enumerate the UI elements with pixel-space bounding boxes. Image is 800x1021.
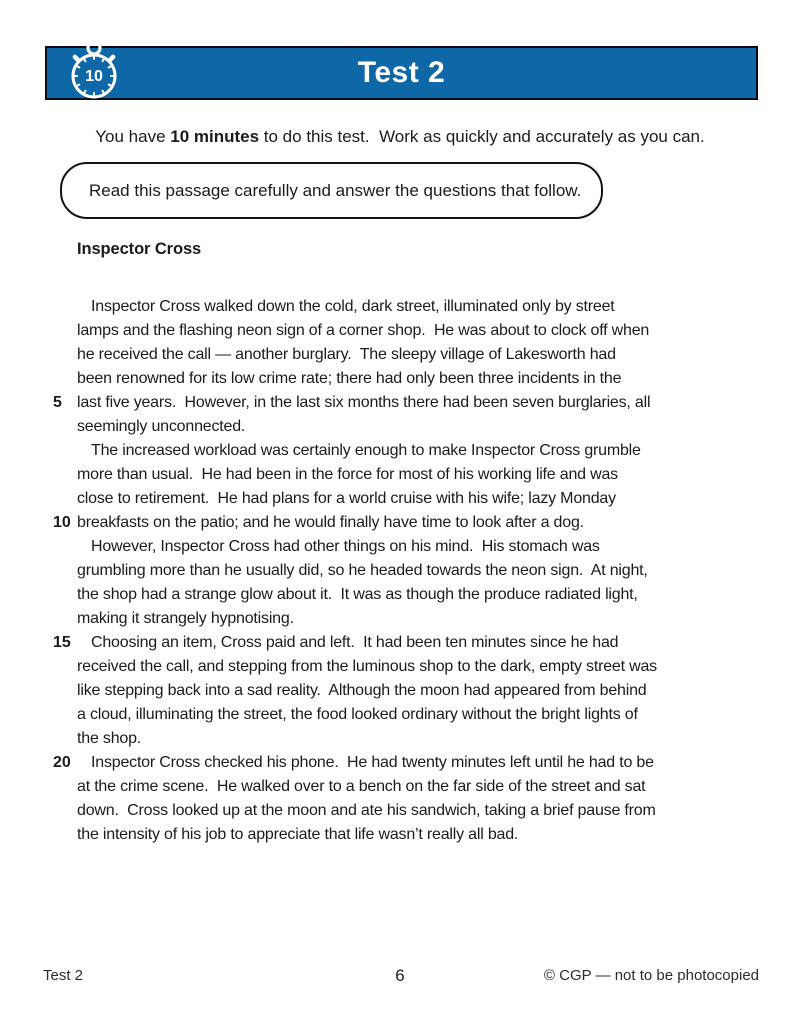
passage-line: [53, 703, 769, 727]
passage-line-text: at the crime scene. He walked over to a bench on the far side of the street and sat: [77, 778, 646, 795]
passage-line: [53, 655, 769, 679]
test-instructions: [0, 127, 800, 147]
passage-line-text: seemingly unconnected.: [77, 418, 246, 435]
passage-line: [53, 367, 769, 391]
passage-line: [53, 559, 769, 583]
footer-copyright: © CGP — not to be photocopied: [543, 967, 759, 984]
passage-body: [53, 295, 769, 847]
passage-line-text: he received the call — another burglary. The sleepy village of Lakesworth had: [77, 346, 616, 363]
passage-line-text: close to retirement. He had plans for a world cruise with his wife; lazy Monday: [77, 490, 616, 507]
passage-line: [53, 487, 769, 511]
read-passage-box: [60, 162, 603, 219]
passage-line-text: like stepping back into a sad reality. Although the moon had appeared from behind: [77, 682, 647, 699]
passage-line-text: breakfasts on the patio; and he would finally have time to look after a dog.: [77, 514, 584, 531]
passage-line-text: the intensity of his job to appreciate that life wasn’t really all bad.: [77, 826, 519, 843]
passage-line-text: received the call, and stepping from the luminous shop to the dark, empty street was: [77, 658, 657, 675]
passage-line: [53, 511, 769, 535]
passage-line-text: The increased workload was certainly enough to make Inspector Cross grumble: [91, 442, 641, 459]
footer-page-number: 6: [395, 966, 405, 985]
passage-line-text: the shop.: [77, 730, 142, 747]
passage-line: [53, 775, 769, 799]
passage-line: [53, 751, 769, 775]
page-title: Test 2: [357, 56, 446, 89]
line-number: 20: [53, 754, 71, 771]
passage-line-text: down. Cross looked up at the moon and ate his sandwich, taking a brief pause from: [77, 802, 656, 819]
passage-title: Inspector Cross: [77, 240, 202, 258]
passage-line: [53, 439, 769, 463]
page-footer: [0, 966, 800, 988]
instructions-time-emphasis: 10 minutes: [170, 127, 260, 146]
passage-line-text: However, Inspector Cross had other things on his mind. His stomach was: [91, 538, 600, 555]
passage-line: [53, 823, 769, 847]
test-header-bar: [45, 46, 758, 100]
passage-line-text: more than usual. He had been in the force for most of his working life and was: [77, 466, 618, 483]
read-passage-text: Read this passage carefully and answer the questions that follow.: [89, 180, 582, 200]
passage-line: [53, 799, 769, 823]
passage-line-text: grumbling more than he usually did, so he headed towards the neon sign. At night,: [77, 562, 648, 579]
line-number: 15: [53, 634, 71, 651]
passage-line: [53, 607, 769, 631]
passage-line: [53, 631, 769, 655]
passage-line-text: a cloud, illuminating the street, the food looked ordinary without the bright lights of: [77, 706, 638, 723]
passage-line-text: lamps and the flashing neon sign of a corner shop. He was about to clock off when: [77, 322, 650, 339]
instructions-prefix: You have: [95, 127, 171, 146]
passage-line: [53, 415, 769, 439]
passage-line-text: Inspector Cross walked down the cold, dark street, illuminated only by street: [91, 298, 615, 315]
line-number: 5: [53, 394, 62, 411]
passage-line: [53, 295, 769, 319]
passage-line: [53, 343, 769, 367]
passage-line-text: Choosing an item, Cross paid and left. It had been ten minutes since he had: [91, 634, 619, 651]
passage-line: [53, 727, 769, 751]
timer-minutes: 10: [85, 68, 103, 85]
passage-line-text: making it strangely hypnotising.: [77, 610, 294, 627]
line-number: 10: [53, 514, 71, 531]
stopwatch-icon: [64, 39, 124, 101]
passage-line-text: the shop had a strange glow about it. It was as though the produce radiated light,: [77, 586, 638, 603]
passage-line-text: been renowned for its low crime rate; there had only been three incidents in the: [77, 370, 622, 387]
passage-line-text: Inspector Cross checked his phone. He had twenty minutes left until he had to be: [91, 754, 654, 771]
passage-line: [53, 535, 769, 559]
passage-line: [53, 583, 769, 607]
passage-line: [53, 391, 769, 415]
passage-line-text: last five years. However, in the last six months there had been seven burglaries, all: [77, 394, 651, 411]
passage-line: [53, 679, 769, 703]
passage-line: [53, 319, 769, 343]
instructions-suffix: to do this test. Work as quickly and accurately as you can.: [259, 127, 705, 146]
passage-line: [53, 463, 769, 487]
footer-test-label: Test 2: [43, 967, 84, 984]
